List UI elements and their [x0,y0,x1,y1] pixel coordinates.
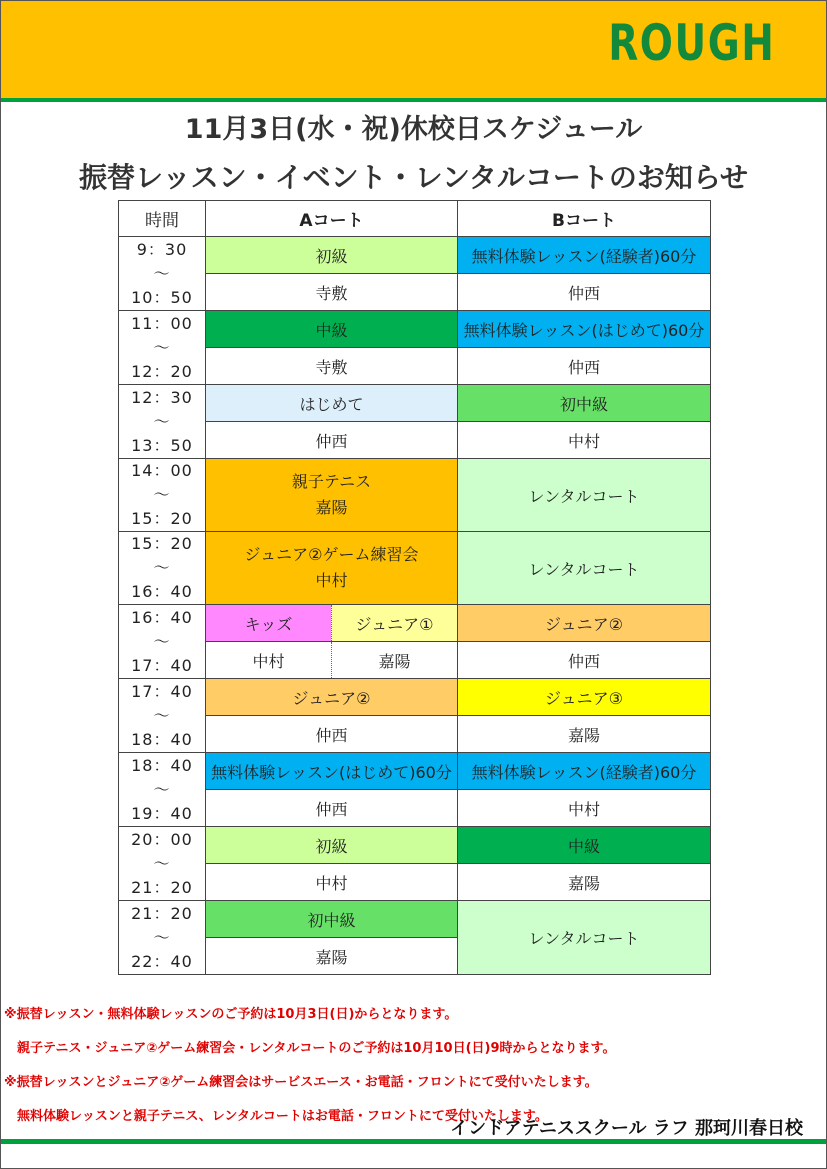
rough-logo: ROUGH [607,14,775,72]
court-b-rental: レンタルコート [458,459,711,532]
court-a-lesson: ジュニア② [206,679,458,716]
table-row [119,605,711,642]
note-line: 無料体験レッスンと親子テニス、レンタルコートはお電話・フロントにて受付いたします。 [17,1109,548,1124]
note-line: ※振替レッスンとジュニア②ゲーム練習会はサービスエース・お電話・フロントにて受付いたします。 [4,1075,598,1090]
court-b-lesson: 無料体験レッスン(はじめて)60分 [458,311,711,348]
court-b-coach: 仲西 [458,348,711,385]
court-b-lesson: 無料体験レッスン(経験者)60分 [458,237,711,274]
header-time: 時間 [119,201,206,237]
table-row [119,274,711,311]
note-line: 親子テニス・ジュニア②ゲーム練習会・レンタルコートのご予約は10月10日(日)9時からとなります。 [17,1041,616,1056]
time-cell [119,459,206,532]
table-row [119,864,711,901]
table-row [119,237,711,274]
time-start: 9：30 [136,239,188,259]
table-row [119,827,711,864]
time-tilde: ～ [153,631,171,651]
time-end: 16：40 [131,582,193,601]
time-start: 15：20 [131,534,193,553]
time-start: 21：20 [131,903,193,923]
table-row [119,901,711,938]
schedule-table [118,200,711,975]
court-b-coach: 仲西 [458,642,711,679]
time-start: 11：00 [131,313,193,333]
time-cell [119,753,206,827]
court-b-lesson: 無料体験レッスン(経験者)60分 [458,753,711,790]
court-b-coach: 嘉陽 [458,864,711,901]
time-cell [119,532,206,605]
kids-coach: 中村 [206,642,332,678]
time-tilde: ～ [153,485,171,504]
time-cell [119,311,206,385]
kids-lesson: キッズ [206,605,332,641]
table-row [119,311,711,348]
time-start: 17：40 [131,681,193,701]
time-cell [119,827,206,901]
court-a-event [206,532,458,605]
time-start: 16：40 [131,607,193,627]
court-b-lesson: ジュニア③ [458,679,711,716]
junior1-coach: 嘉陽 [378,651,411,671]
table-row [119,348,711,385]
header-rule [1,98,826,102]
event-name: ジュニア②ゲーム練習会 [244,545,419,564]
time-start: 14：00 [131,461,193,480]
time-tilde: ～ [153,263,171,283]
table-row [119,642,711,679]
court-a-split-lesson [206,605,458,642]
school-name: インドアテニススクール ラフ 那珂川春日校 [450,1118,803,1139]
court-a-coach: 中村 [206,864,458,901]
event-name: 親子テニス [291,472,372,491]
court-b-rental: レンタルコート [458,532,711,605]
table-row [119,385,711,422]
table-row [119,459,711,532]
court-b-coach: 中村 [458,422,711,459]
court-a-lesson: はじめて [206,385,458,422]
court-a-lesson: 無料体験レッスン(はじめて)60分 [206,753,458,790]
court-a-coach: 仲西 [206,716,458,753]
court-a-event [206,459,458,532]
court-a-coach: 仲西 [206,790,458,827]
time-tilde: ～ [153,337,171,357]
table-row [119,753,711,790]
table-header-row [119,201,711,237]
header-court-a: Aコート [206,201,458,237]
court-a-lesson: 中級 [206,311,458,348]
time-tilde: ～ [153,558,171,577]
time-tilde: ～ [153,853,171,873]
time-start: 18：40 [131,755,193,775]
header-court-b: Bコート [458,201,711,237]
court-b-lesson: 中級 [458,827,711,864]
time-cell [119,385,206,459]
court-b-coach: 中村 [458,790,711,827]
note-line: ※振替レッスン・無料体験レッスンのご予約は10月3日(日)からとなります。 [4,1007,458,1022]
time-start: 20：00 [131,829,193,849]
time-end: 18：40 [131,729,193,749]
time-end: 17：40 [131,655,193,675]
time-cell [119,237,206,311]
time-tilde: ～ [153,927,171,947]
time-cell [119,901,206,975]
court-b-coach: 仲西 [458,274,711,311]
time-start: 12：30 [131,387,193,407]
court-a-coach: 仲西 [206,422,458,459]
court-b-coach: 嘉陽 [458,716,711,753]
page-title: 11月3日(水・祝)休校日スケジュール [184,114,643,145]
table-row [119,679,711,716]
time-end: 19：40 [131,803,193,823]
court-a-coach: 嘉陽 [206,938,458,975]
court-a-lesson: 初級 [206,237,458,274]
table-row [119,790,711,827]
court-a-lesson: 初級 [206,827,458,864]
court-b-lesson: 初中級 [458,385,711,422]
time-end: 13：50 [131,435,193,455]
court-b-rental: レンタルコート [458,901,711,975]
court-a-lesson: 初中級 [206,901,458,938]
time-end: 22：40 [131,951,193,971]
time-end: 15：20 [131,509,193,528]
time-end: 12：20 [131,361,193,381]
court-a-split-coach [206,642,458,679]
table-row [119,532,711,605]
court-a-coach: 寺敷 [206,348,458,385]
table-row [119,422,711,459]
time-tilde: ～ [153,705,171,725]
court-b-lesson: ジュニア② [458,605,711,642]
footer-rule [1,1139,826,1144]
event-coach: 嘉陽 [315,498,348,517]
court-a-coach: 寺敷 [206,274,458,311]
table-row [119,716,711,753]
time-tilde: ～ [153,779,171,799]
time-end: 10：50 [131,287,193,307]
event-coach: 中村 [315,571,348,590]
time-cell [119,605,206,679]
junior1-lesson: ジュニア① [332,605,458,641]
time-tilde: ～ [153,411,171,431]
time-end: 21：20 [131,877,193,897]
time-cell [119,679,206,753]
page-subtitle: 振替レッスン・イベント・レンタルコートのお知らせ [78,161,749,194]
